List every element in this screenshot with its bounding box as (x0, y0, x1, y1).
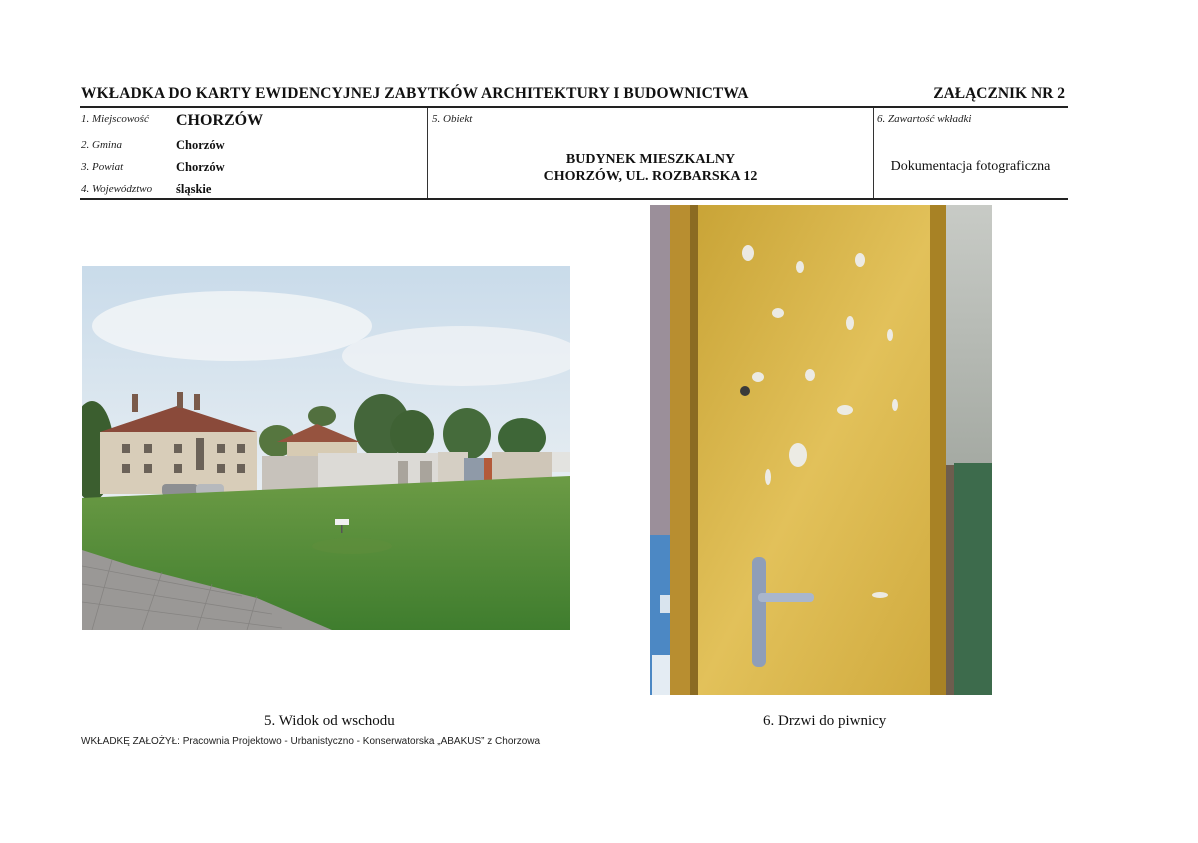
contents-value: Dokumentacja fotograficzna (890, 159, 1051, 174)
annex-number: ZAŁĄCZNIK NR 2 (933, 85, 1065, 102)
document-title: WKŁADKA DO KARTY EWIDENCYJNEJ ZABYTKÓW ARCHITEKTURY I BUDOWNICTWA (81, 85, 749, 102)
locality-value: CHORZÓW (176, 112, 264, 129)
locality-label: 1. Miejscowość (81, 113, 149, 125)
contents-column (873, 108, 1068, 198)
object-label: 5. Obiekt (432, 113, 473, 125)
photo-caption-basement-door: 6. Drzwi do piwnicy (763, 713, 887, 729)
prepared-by-label: WKŁADKĘ ZAŁOŻYŁ: (81, 736, 180, 747)
prepared-by-footer (81, 736, 540, 747)
record-info-table (80, 106, 1068, 200)
photo-basement-door-image (650, 205, 992, 695)
prepared-by-text: Pracownia Projektowo - Urbanistyczno - Konserwatorska „ABAKUS” z Chorzowa (182, 736, 541, 747)
contents-label: 6. Zawartość wkładki (877, 113, 972, 125)
object-name (428, 151, 873, 185)
county-label: 3. Powiat (81, 161, 124, 173)
photo-east-view (82, 266, 570, 630)
voivodeship-value: śląskie (176, 182, 212, 196)
photo-basement-door (650, 205, 992, 695)
voivodeship-label: 4. Województwo (81, 183, 153, 195)
location-column (80, 108, 427, 198)
photo-caption-east-view: 5. Widok od wschodu (264, 713, 395, 729)
commune-label: 2. Gmina (81, 139, 122, 151)
object-column (427, 108, 874, 198)
object-address: CHORZÓW, UL. ROZBARSKA 12 (543, 169, 758, 184)
commune-value: Chorzów (176, 138, 225, 152)
photo-east-view-image (82, 266, 570, 630)
object-type: BUDYNEK MIESZKALNY (565, 152, 736, 167)
county-value: Chorzów (176, 160, 225, 174)
